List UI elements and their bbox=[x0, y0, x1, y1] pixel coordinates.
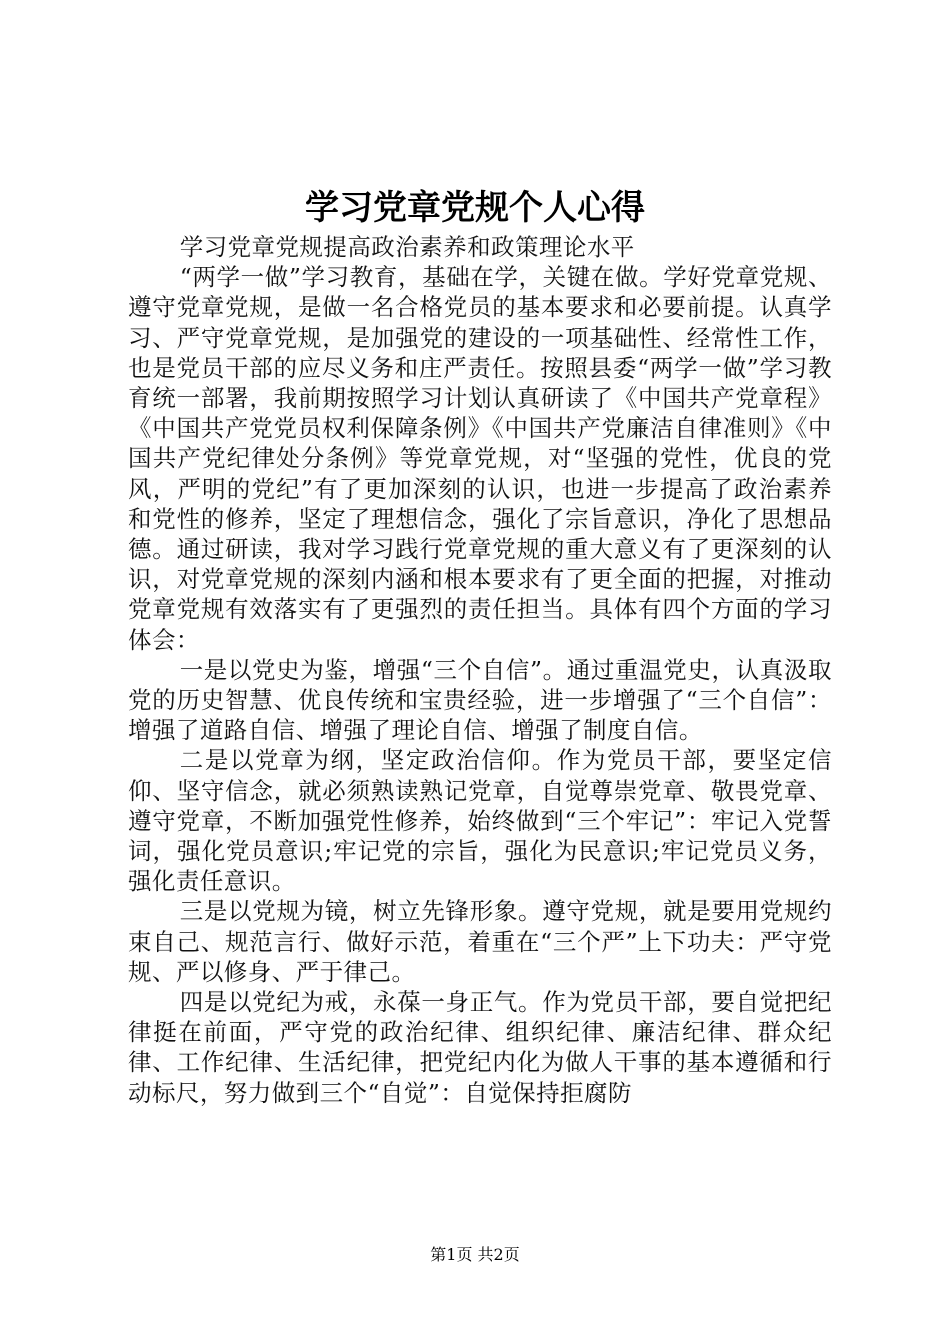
intro-paragraph: “两学一做”学习教育，基础在学，关键在做。学好党章党规、遵守党章党规，是做一名合格党员的基本要求和必要前提。认真学习、严守党章党规，是加强党的建设的一项基础性、经常性工作，也是党员干部的应尽义务和庄严责任。按照县委“两学一做”学习教育统一部署，我前期按照学习计划认真研读了《中国共产党章程》《中国共产党党员权利保障条例》《中国共产党廉洁自律准则》《中国共产党纪律处分条例》等党章党规，对“坚强的党性，优良的党风，严明的党纪”有了更加深刻的认识，也进一步提高了政治素养和党性的修养，坚定了理想信念，强化了宗旨意识，净化了思想品德。通过研读，我对学习践行党章党规的重大意义有了更深刻的认识，对党章党规的深刻内涵和根本要求有了更全面的把握，对推动党章党规有效落实有了更强烈的责任担当。具体有四个方面的学习体会： bbox=[128, 263, 832, 654]
subtitle-paragraph: 学习党章党规提高政治素养和政策理论水平 bbox=[179, 233, 635, 261]
point-four-paragraph: 四是以党纪为戒，永葆一身正气。作为党员干部，要自觉把纪律挺在前面，严守党的政治纪律、组织纪律、廉洁纪律、群众纪律、工作纪律、生活纪律，把党纪内化为做人干事的基本遵循和行动标尺，努力做到三个“自觉”：自觉保持拒腐防 bbox=[128, 988, 832, 1107]
point-three-paragraph: 三是以党规为镜，树立先锋形象。遵守党规，就是要用党规约束自己、规范言行、做好示范，着重在“三个严”上下功夫：严守党规、严以修身、严于律己。 bbox=[128, 897, 832, 986]
page-number-footer: 第1页 共2页 bbox=[430, 1245, 520, 1264]
point-two-paragraph: 二是以党章为纲，坚定政治信仰。作为党员干部，要坚定信仰、坚守信念，就必须熟读熟记党章，自觉尊崇党章、敬畏党章、遵守党章，不断加强党性修养，始终做到“三个牢记”：牢记入党誓词，强化党员意识;牢记党的宗旨，强化为民意识;牢记党员义务，强化责任意识。 bbox=[128, 746, 832, 896]
document-title: 学习党章党规个人心得 bbox=[305, 188, 645, 228]
document-body bbox=[128, 232, 832, 1108]
point-one-paragraph: 一是以党史为鉴，增强“三个自信”。通过重温党史，认真汲取党的历史智慧、优良传统和宝贵经验，进一步增强了“三个自信”：增强了道路自信、增强了理论自信、增强了制度自信。 bbox=[128, 655, 832, 745]
